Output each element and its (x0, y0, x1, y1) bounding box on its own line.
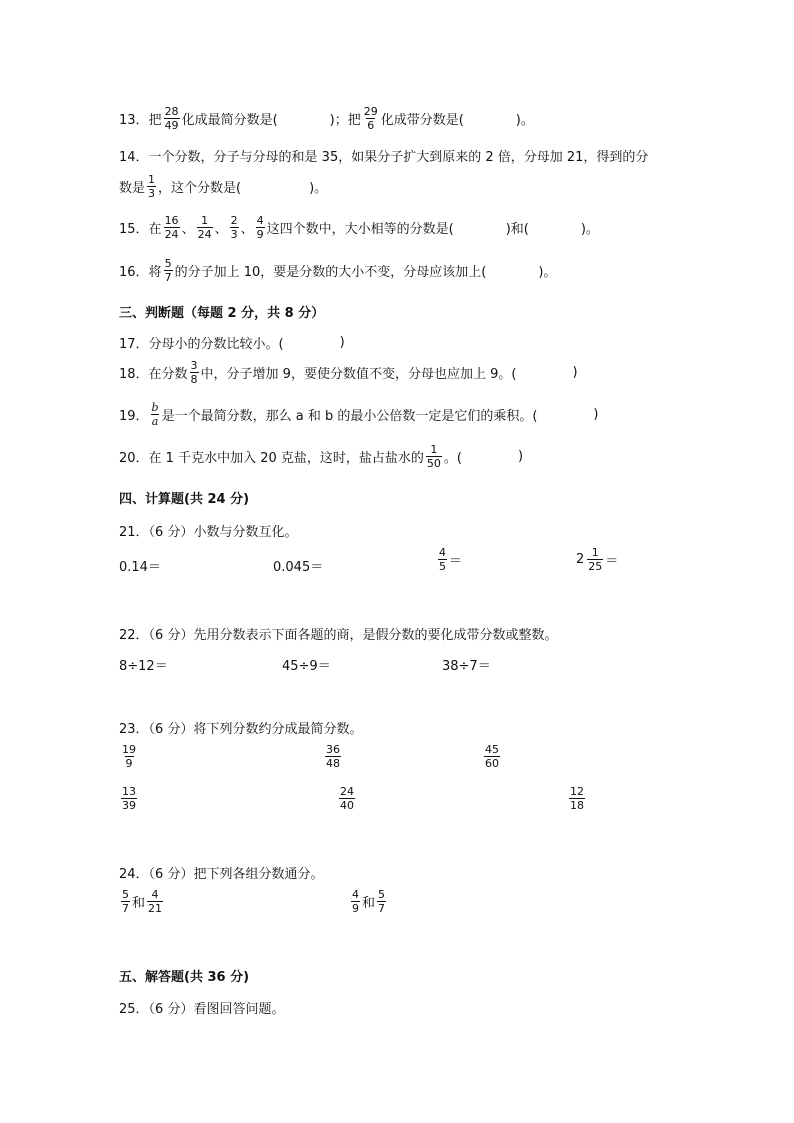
denominator: 50 (426, 457, 441, 470)
q22-title: 22．（6 分）先用分数表示下面各题的商，是假分数的要化成带分数或整数。 (119, 628, 558, 643)
fraction-1-50 (426, 444, 442, 469)
denominator: 8 (190, 373, 198, 386)
fraction-36-48 (325, 744, 341, 769)
q24-group-2 (349, 889, 388, 914)
question-25-title (119, 998, 284, 1017)
denominator: 25 (588, 560, 603, 573)
question-18 (119, 360, 578, 385)
numerator: 29 (363, 105, 378, 118)
numerator: 4 (439, 546, 446, 559)
numerator: 5 (122, 888, 129, 901)
fraction-4-5 (438, 547, 447, 572)
q21-expression-a: 0.14＝ (119, 560, 161, 575)
q13-text-3: )；把 (329, 113, 361, 128)
fraction-4-21 (147, 889, 163, 914)
numerator: b (151, 401, 159, 414)
question-23-title (119, 718, 362, 737)
q23-row2-c (567, 786, 587, 811)
q13-text-2: 化成最简分数是( (181, 113, 278, 128)
fraction-1-25 (587, 547, 603, 572)
denominator: 3 (148, 187, 156, 200)
q24-group-1 (119, 889, 165, 914)
numerator: 1 (148, 173, 156, 186)
denominator: 5 (439, 560, 446, 573)
q22-item-a (119, 655, 168, 674)
q14-text-3: )。 (309, 181, 328, 196)
question-number: 15． (119, 222, 149, 237)
denominator: 24 (164, 228, 179, 241)
denominator: 6 (367, 119, 375, 132)
q15-text-2: 这四个数中，大小相等的分数是( (266, 222, 454, 237)
question-24-title (119, 863, 323, 882)
q16-text-2: 的分子加上 10，要是分数的大小不变，分母应该加上( (174, 265, 487, 280)
denominator: 60 (485, 757, 499, 770)
q19-text-1: 是一个最简分数，那么 a 和 b 的最小公倍数一定是它们的乘积。( (161, 409, 538, 424)
fraction-5-7 (164, 258, 173, 283)
q15-text-4: )。 (580, 222, 599, 237)
question-15 (119, 215, 599, 240)
q23-row1-c (482, 744, 502, 769)
numerator: 12 (570, 785, 584, 798)
numerator: 4 (256, 214, 264, 227)
numerator: 1 (201, 214, 209, 227)
question-13 (119, 106, 534, 131)
denominator: 49 (164, 119, 179, 132)
q14-text-2: ，这个分数是( (158, 181, 242, 196)
q16-text-3: )。 (538, 265, 557, 280)
q23-row1-a (119, 744, 139, 769)
denominator: 7 (122, 902, 129, 915)
numerator: 5 (378, 888, 386, 901)
fraction-24-40 (339, 786, 355, 811)
q22-expression-a: 8÷12＝ (119, 659, 168, 674)
question-16 (119, 258, 556, 283)
q23-row1-b (323, 744, 343, 769)
separator: 、 (240, 222, 254, 237)
section-5-heading (119, 966, 249, 985)
numerator: 1 (591, 546, 599, 559)
q18-text-2: 中，分子增加 9，要使分数值不变，分母也应加上 9。( (200, 367, 517, 382)
numerator: 28 (164, 105, 179, 118)
question-22-title (119, 624, 557, 643)
denominator: 9 (125, 757, 133, 770)
q22-item-c (442, 655, 491, 674)
fraction-19-9 (121, 744, 137, 769)
section-title: 五、解答题(共 36 分) (119, 970, 250, 985)
q17-text: 17．分母小的分数比较小。( (119, 337, 284, 352)
denominator: 18 (570, 799, 584, 812)
numerator: 16 (164, 214, 179, 227)
q18-text-1: 18．在分数 (119, 367, 188, 382)
numerator: 3 (190, 359, 198, 372)
q21-item-c (436, 547, 462, 572)
denominator: 40 (340, 799, 354, 812)
numerator: 1 (430, 443, 438, 456)
q13-text-5: )。 (515, 113, 534, 128)
denominator: 39 (122, 799, 136, 812)
fraction-5-7 (377, 889, 386, 914)
q13-text-1: 把 (148, 113, 162, 128)
fraction-2-3 (230, 215, 239, 240)
denominator: 7 (378, 902, 386, 915)
q13-text-4: 化成带分数是( (380, 113, 464, 128)
conjunction: 和 (362, 896, 376, 911)
q24-title: 24．（6 分）把下列各组分数通分。 (119, 867, 324, 882)
question-19 (119, 402, 599, 427)
section-4-heading (119, 488, 249, 507)
q25-title: 25．（6 分）看图回答问题。 (119, 1002, 285, 1017)
q21-item-a (119, 556, 161, 575)
q21-item-b (273, 556, 323, 575)
q20-text-3: ) (517, 449, 524, 464)
denominator: 9 (352, 902, 359, 915)
fraction-4-9 (351, 889, 360, 914)
question-number: 19． (119, 409, 149, 424)
fraction-1-24 (197, 215, 213, 240)
q22-item-b (282, 655, 331, 674)
denominator: 9 (256, 228, 264, 241)
q22-expression-b: 45÷9＝ (282, 659, 331, 674)
fraction-13-39 (121, 786, 137, 811)
q20-text-1: 20．在 1 千克水中加入 20 克盐，这时，盐占盐水的 (119, 451, 424, 466)
fraction-1-3 (147, 174, 156, 199)
fraction-4-9 (256, 215, 265, 240)
equals-sign: ＝ (605, 554, 619, 569)
question-number: 16． (119, 265, 149, 280)
separator: 、 (214, 222, 228, 237)
q20-text-2: 。( (443, 451, 462, 466)
q16-text-1: 将 (148, 265, 162, 280)
denominator: 21 (148, 902, 163, 915)
fraction-16-24 (164, 215, 180, 240)
fraction-28-49 (164, 106, 180, 131)
q22-expression-c: 38÷7＝ (442, 659, 491, 674)
numerator: 4 (151, 888, 159, 901)
q14-text-1: 数是 (119, 181, 146, 196)
q21-item-d (576, 547, 618, 572)
q17-end: ) (339, 335, 345, 350)
question-14-line-2 (119, 174, 327, 199)
numerator: 19 (122, 743, 136, 756)
equals-sign: ＝ (449, 554, 463, 569)
numerator: 4 (352, 888, 359, 901)
numerator: 36 (326, 743, 340, 756)
q19-text-2: ) (593, 407, 599, 422)
fraction-3-8 (190, 360, 199, 385)
denominator: 3 (230, 228, 238, 241)
denominator: 24 (197, 228, 212, 241)
question-14-line-1 (119, 146, 648, 165)
denominator: a (151, 415, 159, 428)
denominator: 7 (164, 271, 172, 284)
fraction-12-18 (569, 786, 585, 811)
question-21-title (119, 521, 297, 540)
section-3-heading (119, 302, 324, 321)
question-number: 13． (119, 113, 149, 128)
q21-title: 21．（6 分）小数与分数互化。 (119, 525, 298, 540)
fraction-29-6 (363, 106, 379, 131)
question-20 (119, 444, 523, 469)
q23-title: 23．（6 分）将下列分数约分成最简分数。 (119, 722, 363, 737)
conjunction: 和 (132, 896, 146, 911)
numerator: 13 (122, 785, 136, 798)
separator: 、 (181, 222, 195, 237)
denominator: 48 (326, 757, 340, 770)
q15-text-1: 在 (148, 222, 162, 237)
q23-row2-a (119, 786, 139, 811)
numerator: 24 (340, 785, 354, 798)
q21-expression-b: 0.045＝ (273, 560, 324, 575)
numerator: 45 (485, 743, 499, 756)
fraction-45-60 (484, 744, 500, 769)
section-title: 四、计算题(共 24 分) (119, 492, 250, 507)
fraction-b-a (151, 402, 160, 427)
numerator: 2 (230, 214, 238, 227)
whole-number: 2 (576, 552, 585, 567)
q14-text-line-1: 14．一个分数，分子与分母的和是 35，如果分子扩大到原来的 2 倍，分母加 21，得到的分 (119, 150, 649, 165)
fraction-5-7 (121, 889, 130, 914)
section-title: 三、判断题（每题 2 分，共 8 分） (119, 306, 325, 321)
q23-row2-b (337, 786, 357, 811)
question-17 (119, 333, 345, 352)
q15-text-3: )和( (505, 222, 529, 237)
numerator: 5 (164, 257, 172, 270)
q18-text-3: ) (572, 365, 578, 380)
